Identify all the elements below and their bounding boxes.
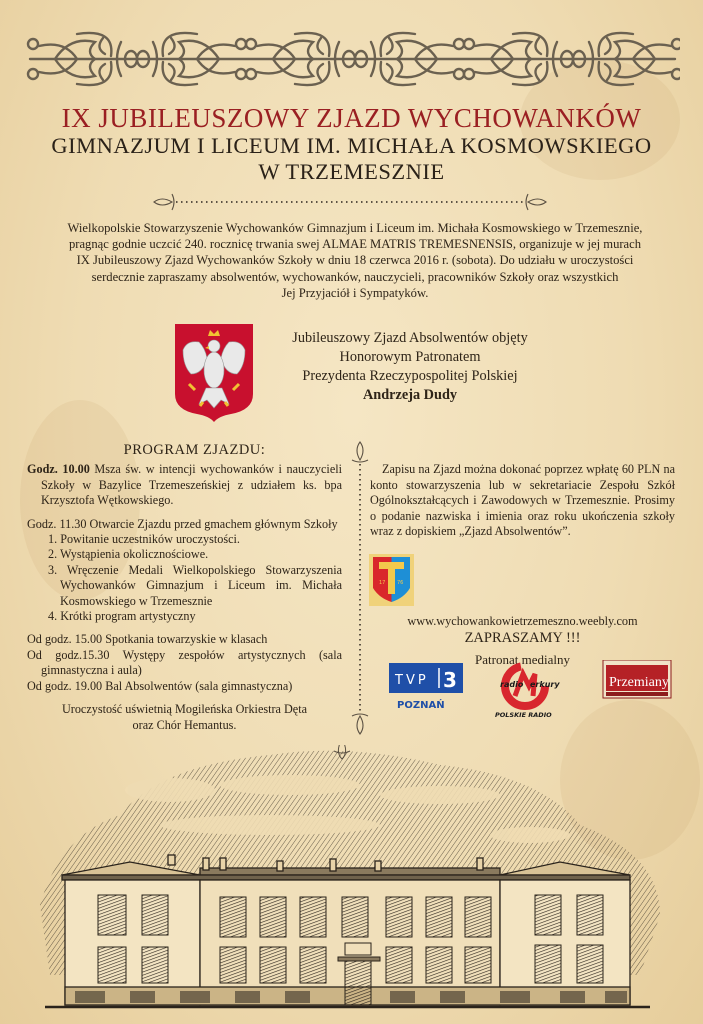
patronage-line: Honorowym Patronatem xyxy=(339,349,481,365)
program-text: Otwarcie Zjazdu przed gmachem głównym Szkoły xyxy=(86,516,338,531)
registration-section xyxy=(370,462,675,668)
svg-text:17: 17 xyxy=(379,579,386,586)
program-time: Od godz. 15.00 xyxy=(27,632,103,647)
website-link[interactable]: www.wychowankowietrzemeszno.weebly.com xyxy=(407,614,638,628)
title-main: IX JUBILEUSZOWY ZJAZD WYCHOWANKÓW xyxy=(61,103,642,133)
svg-text:3: 3 xyxy=(443,668,457,692)
opening-sublist xyxy=(27,532,342,624)
program-item xyxy=(27,517,342,532)
footer-line: oraz Chór Hemantus. xyxy=(132,717,237,732)
program-title: PROGRAM ZJAZDU: xyxy=(123,442,266,458)
dotted-divider xyxy=(150,192,550,212)
program-item xyxy=(27,632,342,647)
program-text: Msza św. w intencji wychowanków i nauczycieli Szkoły w Bazylice Trzemeszeńskiej z udziałem ks. bpa Krzysztofa Wętkowskiego. xyxy=(41,462,342,508)
program-time: Godz. 11.30 xyxy=(27,516,87,531)
intro-line: IX Jubileuszowy Zjazd Wychowanków Szkoły w dniu 18 czerwca 2016 r. (sobota). Do udziału w uroczystości xyxy=(76,253,634,268)
program-text: Spotkania towarzyskie w klasach xyxy=(102,632,268,647)
program-subitem: 1. Powitanie uczestników uroczystości. xyxy=(48,532,240,547)
signup-text: Zapisu na Zjazd można dokonać poprzez wpłatę 60 PLN na konto stowarzyszenia lub w sekretariacie Zespołu Szkół Ogólnokształcących i Zawodowych w Trzemesznie. Prosimy o podanie nazwiska i imienia oraz roku ukończenia szkoły wraz z dopiskiem „Zjazd Absolwentów”. xyxy=(370,462,675,538)
invite-text: ZAPRASZAMY !!! xyxy=(464,629,581,646)
svg-text:TVP: TVP xyxy=(395,673,429,688)
polish-eagle-emblem-icon xyxy=(173,322,255,422)
svg-text:erkury: erkury xyxy=(530,680,560,689)
svg-text:POLSKIE RADIO: POLSKIE RADIO xyxy=(495,711,552,719)
program-item xyxy=(27,462,342,508)
program-section xyxy=(27,443,342,733)
svg-text:76: 76 xyxy=(397,579,404,586)
program-text: Występy zespołów artystycznych (sala gimnastyczna i aula) xyxy=(41,647,342,678)
honorary-patronage xyxy=(170,322,560,422)
program-subitem: 4. Krótki program artystyczny xyxy=(48,609,196,624)
intro-line: pragnąc godnie uczcić 240. rocznicę trwania swej ALMAE MATRIS TREMESNENSIS, organizuje w jej murach xyxy=(68,237,642,252)
program-text: Bal Absolwentów (sala gimnastyczna) xyxy=(102,678,293,693)
intro-line: Jej Przyjaciół i Sympatyków. xyxy=(281,285,429,300)
patronage-line: Prezydenta Rzeczypospolitej Polskiej xyxy=(302,368,518,384)
folk-ornament-border xyxy=(25,30,680,88)
intro-paragraph xyxy=(40,220,670,301)
media-sponsor-logos xyxy=(385,660,685,720)
svg-text:POZNAŃ: POZNAŃ xyxy=(397,700,445,711)
program-time: Od godz. 19.00 xyxy=(27,678,103,693)
program-subitem: 3. Wręczenie Medali Wielkopolskiego Stowarzyszenia Wychowanków Gimnazjum i Liceum im. Michała Kosmowskiego w Trzemesznie xyxy=(48,562,342,608)
tvp3-poznan-logo xyxy=(389,663,463,711)
footer-line: Uroczystość uświetnią Mogileńska Orkiestra Dęta xyxy=(61,702,308,717)
radio-merkury-logo xyxy=(495,666,560,719)
media-patronage-label: Patronat medialny xyxy=(475,652,570,667)
title-town: W TRZEMESZNIE xyxy=(258,159,445,184)
program-subitem: 2. Wystąpienia okolicznościowe. xyxy=(48,547,209,562)
program-item xyxy=(27,679,342,694)
vertical-dotted-divider xyxy=(350,438,370,738)
poster-title xyxy=(0,103,703,185)
svg-text:Przemiany: Przemiany xyxy=(609,675,669,690)
president-name: Andrzeja Dudy xyxy=(362,387,458,403)
program-footer xyxy=(27,702,342,733)
program-time: Od godz.15.30 xyxy=(27,647,110,662)
program-item xyxy=(27,648,342,679)
intro-line: Wielkopolskie Stowarzyszenie Wychowanków Gimnazjum i Liceum im. Michała Kosmowskiego w Trzemesznie, xyxy=(67,221,643,235)
przemiany-newspaper-logo xyxy=(603,660,671,698)
school-crest-icon xyxy=(369,554,414,606)
title-school: GIMNAZJUM I LICEUM IM. MICHAŁA KOSMOWSKIEGO xyxy=(51,133,652,158)
intro-line: serdecznie zapraszamy absolwentów, wychowanków, nauczycieli, pracowników Szkoły oraz wszystkich xyxy=(91,269,619,284)
svg-text:radio: radio xyxy=(500,680,524,689)
school-building-illustration xyxy=(20,745,680,1015)
patronage-line: Jubileuszowy Zjazd Absolwentów objęty xyxy=(292,330,528,346)
program-time: Godz. 10.00 xyxy=(27,462,90,477)
